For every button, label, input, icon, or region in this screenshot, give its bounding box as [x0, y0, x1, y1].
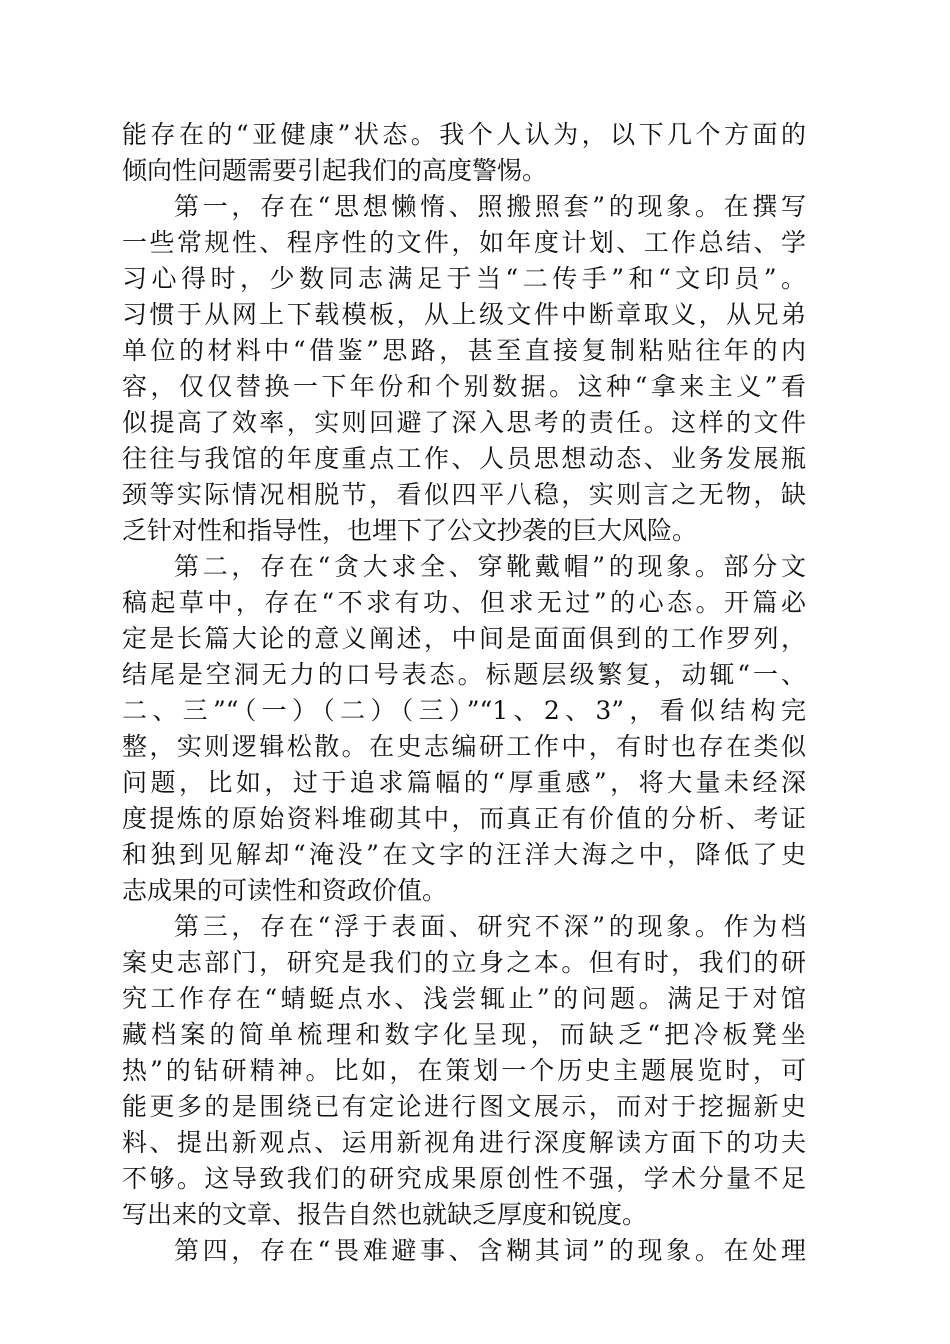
- text-line: 写出来的文章、报告自然也就缺乏厚度和锐度。: [122, 1200, 648, 1229]
- text-line: 热”的钻研精神。比如，在策划一个历史主题展览时，可: [122, 1056, 806, 1085]
- text-line: 料、提出新观点、运用新视角进行深度解读方面下的功夫: [122, 1128, 806, 1157]
- text-line: 单位的材料中“借鉴”思路，甚至直接复制粘贴往年的内: [122, 336, 806, 365]
- text-line: 不够。这导致我们的研究成果原创性不强，学术分量不足: [122, 1164, 806, 1193]
- text-line: 习心得时，少数同志满足于当“二传手”和“文印员”。: [122, 264, 806, 293]
- text-line: 结尾是空洞无力的口号表态。标题层级繁复，动辄“一、: [122, 660, 806, 689]
- text-line: 第二，存在“贪大求全、穿靴戴帽”的现象。部分文: [174, 552, 806, 581]
- text-line: 能更多的是围绕已有定论进行图文展示，而对于挖掘新史: [122, 1092, 806, 1121]
- text-line: 第三，存在“浮于表面、研究不深”的现象。作为档: [174, 912, 806, 941]
- text-line: 习惯于从网上下载模板，从上级文件中断章取义，从兄弟: [122, 300, 806, 329]
- text-line: 乏针对性和指导性，也埋下了公文抄袭的巨大风险。: [122, 516, 698, 545]
- text-line: 容，仅仅替换一下年份和个别数据。这种“拿来主义”看: [122, 372, 806, 401]
- text-line: 颈等实际情况相脱节，看似四平八稳，实则言之无物，缺: [122, 480, 806, 509]
- text-line: 能存在的“亚健康”状态。我个人认为，以下几个方面的: [122, 120, 806, 149]
- paragraph: [122, 1233, 806, 1269]
- text-line: 第一，存在“思想懒惰、照搬照套”的现象。在撰写: [174, 192, 806, 221]
- text-line: 一些常规性、程序性的文件，如年度计划、工作总结、学: [122, 228, 806, 257]
- paragraph: [122, 549, 806, 909]
- text-line: 案史志部门，研究是我们的立身之本。但有时，我们的研: [122, 948, 806, 977]
- text-line: 稿起草中，存在“不求有功、但求无过”的心态。开篇必: [122, 588, 806, 617]
- paragraph: [122, 189, 806, 549]
- paragraph: [122, 117, 806, 189]
- text-line: 第四，存在“畏难避事、含糊其词”的现象。在处理: [174, 1236, 806, 1265]
- text-line: 定是长篇大论的意义阐述，中间是面面俱到的工作罗列，: [122, 624, 806, 653]
- text-line: 和独到见解却“淹没”在文字的汪洋大海之中，降低了史: [122, 840, 806, 869]
- text-line: 往往与我馆的年度重点工作、人员思想动态、业务发展瓶: [122, 444, 806, 473]
- text-line: 度提炼的原始资料堆砌其中，而真正有价值的分析、考证: [122, 804, 806, 833]
- text-line: 倾向性问题需要引起我们的高度警惕。: [122, 156, 548, 185]
- text-line: 志成果的可读性和资政价值。: [122, 876, 448, 905]
- text-line: 二、三”“（一）（二）（三）”“1、2、3”，看似结构完: [122, 696, 806, 725]
- document-page: [122, 117, 806, 1269]
- text-line: 整，实则逻辑松散。在史志编研工作中，有时也存在类似: [122, 732, 806, 761]
- text-line: 究工作存在“蜻蜓点水、浅尝辄止”的问题。满足于对馆: [122, 984, 806, 1013]
- text-line: 似提高了效率，实则回避了深入思考的责任。这样的文件: [122, 408, 806, 437]
- text-line: 问题，比如，过于追求篇幅的“厚重感”，将大量未经深: [122, 768, 806, 797]
- paragraph: [122, 909, 806, 1233]
- text-line: 藏档案的简单梳理和数字化呈现，而缺乏“把冷板凳坐: [122, 1020, 806, 1049]
